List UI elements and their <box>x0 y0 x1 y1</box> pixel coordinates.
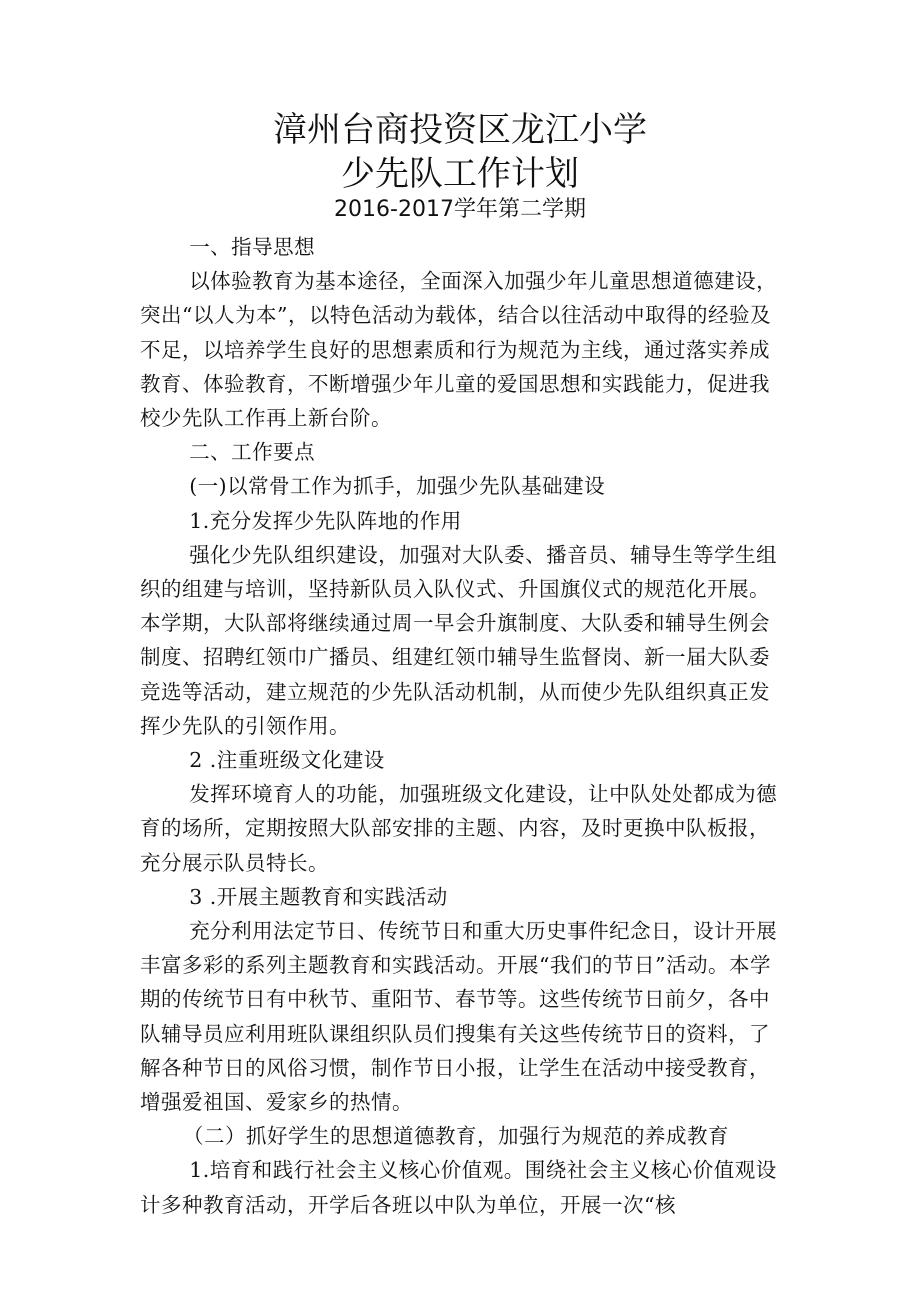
paragraph: 1.培育和践行社会主义核心价值观。围绕社会主义核心价值观设计多种教育活动，开学后各班以中队为单位，开展一次“核 <box>140 1158 777 1217</box>
subsection-heading: （二）抓好学生的思想道德教育，加强行为规范的养成教育 <box>183 1124 730 1149</box>
paragraph: 以体验教育为基本途径，全面深入加强少年儿童思想道德建设，突出“以人为本”，以特色活动为载体，结合以往活动中取得的经验及不足，以培养学生良好的思想素质和行为规范为主线，通过落实养成教育、体验教育，不断增强少年儿童的爱国思想和实践能力，促进我校少先队工作再上新台阶。 <box>140 269 778 431</box>
item-heading: 2 .注重班级文化建设 <box>189 748 385 773</box>
subsection-heading: (一)以常骨工作为抓手，加强少先队基础建设 <box>189 474 606 499</box>
item-heading: 3 .开展主题教育和实践活动 <box>189 884 448 909</box>
paragraph: 发挥环境育人的功能，加强班级文化建设，让中队处处都成为德育的场所，定期按照大队部安排的主题、内容，及时更换中队板报，充分展示队员特长。 <box>140 782 778 875</box>
section-heading: 一、指导思想 <box>189 235 316 259</box>
item-heading: 1.充分发挥少先队阵地的作用 <box>189 508 462 533</box>
document-body <box>140 230 790 1222</box>
paragraph: 强化少先队组织建设，加强对大队委、播音员、辅导生等学生组织的组建与培训，坚持新队员入队仪式、升国旗仪式的规范化开展。本学期，大队部将继续通过周一早会升旗制度、大队委和辅导生例会制度、招聘红领巾广播员、组建红领巾辅导生监督岗、新一届大队委竞选等活动，建立规范的少先队活动机制，从而使少先队组织真正发挥少先队的引领作用。 <box>140 542 778 738</box>
semester-label: 2016-2017学年第二学期 <box>334 197 586 222</box>
document-title-line1: 漳州台商投资区龙江小学 <box>273 110 647 150</box>
document-title-line2: 少先队工作计划 <box>341 154 579 194</box>
paragraph: 充分利用法定节日、传统节日和重大历史事件纪念日，设计开展丰富多彩的系列主题教育和实践活动。开展“我们的节日”活动。本学期的传统节日有中秋节、重阳节、春节等。这些传统节日前夕，各中队辅导员应利用班队课组织队员们搜集有关这些传统节日的资料，了解各种节日的风俗习惯，制作节日小报，让学生在活动中接受教育，增强爱祖国、爱家乡的热情。 <box>140 919 778 1115</box>
section-heading: 二、工作要点 <box>189 440 316 465</box>
